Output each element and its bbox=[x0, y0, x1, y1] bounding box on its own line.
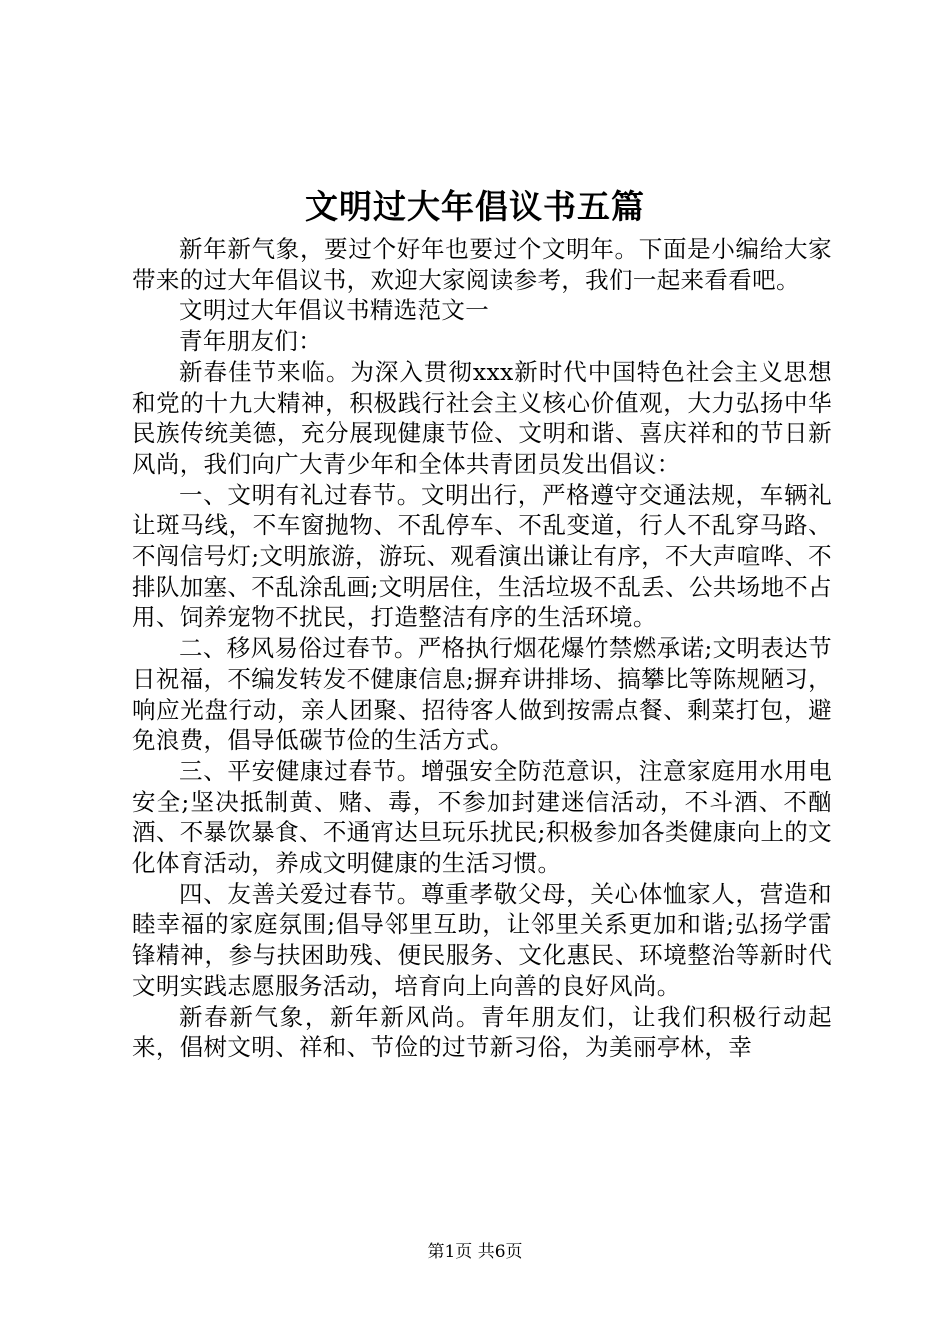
paragraph-item-4: 四、友善关爱过春节。尊重孝敬父母，关心体恤家人，营造和睦幸福的家庭氛围;倡导邻里互助，让邻里关系更加和谐;弘扬学雷锋精神，参与扶困助残、便民服务、文化惠民、环境整治等新时代文明实践志愿服务活动，培育向上向善的良好风尚。 bbox=[132, 879, 832, 1000]
paragraph-closing: 新春新气象，新年新风尚。青年朋友们，让我们积极行动起来，倡树文明、祥和、节俭的过节新习俗，为美丽亭林，幸 bbox=[132, 1002, 832, 1062]
paragraph-item-2: 二、移风易俗过春节。严格执行烟花爆竹禁燃承诺;文明表达节日祝福，不编发转发不健康信息;摒弃讲排场、搞攀比等陈规陋习，响应光盘行动，亲人团聚、招待客人做到按需点餐、剩菜打包，避免浪费，倡导低碳节俭的生活方式。 bbox=[132, 634, 832, 755]
paragraph-opening: 新春佳节来临。为深入贯彻xxx新时代中国特色社会主义思想和党的十九大精神，积极践行社会主义核心价值观，大力弘扬中华民族传统美德，充分展现健康节俭、文明和谐、喜庆祥和的节日新风尚，我们向广大青少年和全体共青团员发出倡议： bbox=[132, 357, 832, 478]
paragraph-section-heading: 文明过大年倡议书精选范文一 bbox=[179, 296, 490, 325]
paragraph-intro: 新年新气象，要过个好年也要过个文明年。下面是小编给大家带来的过大年倡议书，欢迎大家阅读参考，我们一起来看看吧。 bbox=[132, 235, 832, 294]
document-body bbox=[132, 234, 832, 1063]
paragraph-salutation: 青年朋友们： bbox=[179, 327, 323, 356]
document-title: 文明过大年倡议书五篇 bbox=[305, 187, 645, 226]
page-number-footer: 第1页 共6页 bbox=[427, 1242, 523, 1262]
paragraph-item-1: 一、文明有礼过春节。文明出行，严格遵守交通法规，车辆礼让斑马线，不车窗抛物、不乱停车、不乱变道，行人不乱穿马路、不闯信号灯;文明旅游，游玩、观看演出谦让有序，不大声喧哗、不排队加塞、不乱涂乱画;文明居住，生活垃圾不乱丢、公共场地不占用、饲养宠物不扰民，打造整洁有序的生活环境。 bbox=[132, 480, 832, 632]
paragraph-item-3: 三、平安健康过春节。增强安全防范意识，注意家庭用水用电安全;坚决抵制黄、赌、毒，不参加封建迷信活动，不斗酒、不酗酒、不暴饮暴食、不通宵达旦玩乐扰民;积极参加各类健康向上的文化体育活动，养成文明健康的生活习惯。 bbox=[132, 756, 832, 878]
